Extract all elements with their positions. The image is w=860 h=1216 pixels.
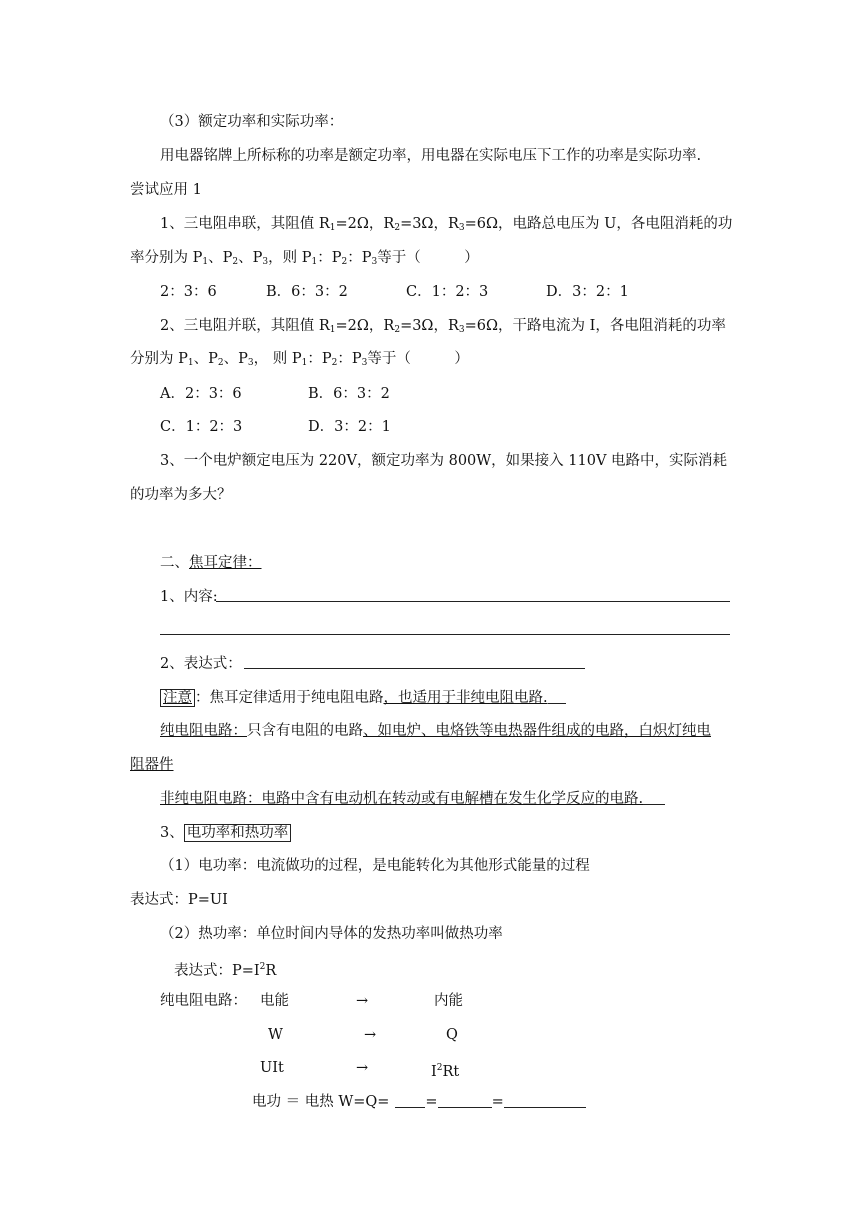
energy-row-2-arrow: → xyxy=(364,1027,377,1043)
final-equation: 电功 ＝ 电热 W=Q= = = xyxy=(252,1092,586,1112)
energy-row-1-left: 电能 xyxy=(260,993,289,1009)
joule-note: 注意 ：焦耳定律适用于纯电阻电路，也适用于非纯电阻电路. xyxy=(160,688,566,708)
energy-row-1-arrow: → xyxy=(356,993,369,1009)
question-2-line-1: 2、三电阻并联，其阻值 $R_1=2\Omega$，$R_2=3\Omega$，$R_3=6\Omega$，干路电流为 I，各电阻消耗的功率 xyxy=(160,318,726,335)
question-2-line-2: 分别为 $P_1$、$P_2$、$P_3$， 则 $P_1$：$P_2$：$P_3$等于（ ） xyxy=(130,351,469,368)
note-blank xyxy=(548,689,566,704)
question-1-line-2: 率分别为 $P_1$、$P_2$、$P_3$，则 $P_1$：$P_2$：$P_3$等于（ ） xyxy=(130,250,479,267)
electric-power-expression: 表达式：P=UI xyxy=(130,892,228,908)
trial-heading: 尝试应用 1 xyxy=(130,182,202,198)
heat-power-definition: （2）热功率：单位时间内导体的发热功率叫做热功率 xyxy=(160,926,503,942)
joule-expression-label: 2、表达式： xyxy=(160,656,242,672)
question-2-option-c: C．1：2：3 xyxy=(160,419,243,435)
energy-row-2-right: Q xyxy=(446,1027,458,1043)
blank-3[interactable] xyxy=(504,1093,586,1108)
joule-content-label: 1、内容: xyxy=(160,589,218,605)
question-1-line-1: 1、三电阻串联，其阻值 $R_1=2\Omega$，$R_2=3\Omega$，$R_3=6\Omega$，电路总电压为 U，各电阻消耗的功 xyxy=(160,216,733,233)
question-1-option-a: 2：3：6 xyxy=(160,284,217,300)
pure-resistance-definition-cont: 阻器件 xyxy=(130,757,174,773)
pure-resistance-definition: 纯电阻电路：只含有电阻的电路、如电炉、电烙铁等电热器件组成的电路，白炽灯纯电 xyxy=(160,723,711,739)
energy-row-3-arrow: → xyxy=(356,1060,369,1076)
energy-row-3-right: $I^2Rt$ xyxy=(431,1063,460,1080)
nonpure-blank xyxy=(643,790,665,805)
question-1-option-c: C．1：2：3 xyxy=(406,284,489,300)
expression-answer-line[interactable] xyxy=(244,668,585,669)
nonpure-resistance-definition: 非纯电阻电路：电路中含有电动机在转动或有电解槽在发生化学反应的电路. xyxy=(160,789,665,809)
blank-1[interactable] xyxy=(395,1093,425,1108)
power-heading: 3、 电功率和热功率 xyxy=(160,823,291,843)
energy-row-1-right: 内能 xyxy=(434,993,463,1009)
energy-table-label: 纯电阻电路： xyxy=(160,993,247,1009)
electric-power-definition: （1）电功率：电流做功的过程，是电能转化为其他形式能量的过程 xyxy=(160,858,590,874)
heat-power-expression: 表达式：$P=I^2R$ xyxy=(174,962,277,979)
note-label: 注意 xyxy=(160,689,195,707)
question-3-line-2: 的功率为多大？ xyxy=(130,487,232,503)
question-1-option-d: D．3：2：1 xyxy=(546,284,629,300)
blank-2[interactable] xyxy=(438,1093,492,1108)
question-1-option-b: B．6：3：2 xyxy=(266,284,348,300)
question-2-option-b: B．6：3：2 xyxy=(308,386,390,402)
question-2-option-a: A．2：3：6 xyxy=(160,386,242,402)
question-2-option-d: D．3：2：1 xyxy=(308,419,391,435)
energy-row-3-left: UIt xyxy=(260,1060,284,1076)
content-answer-line-1[interactable] xyxy=(216,601,730,602)
question-3-line-1: 3、一个电炉额定电压为 220V，额定功率为 800W，如果接入 110V 电路中，实际消耗 xyxy=(160,453,728,469)
joule-law-heading: 二、焦耳定律： xyxy=(160,555,262,571)
energy-row-2-left: W xyxy=(268,1027,283,1043)
rated-power-definition: 用电器铭牌上所标称的功率是额定功率，用电器在实际电压下工作的功率是实际功率. xyxy=(160,148,702,164)
content-answer-line-2[interactable] xyxy=(160,634,730,635)
section-heading-rated-power: （3）额定功率和实际功率： xyxy=(160,114,344,130)
